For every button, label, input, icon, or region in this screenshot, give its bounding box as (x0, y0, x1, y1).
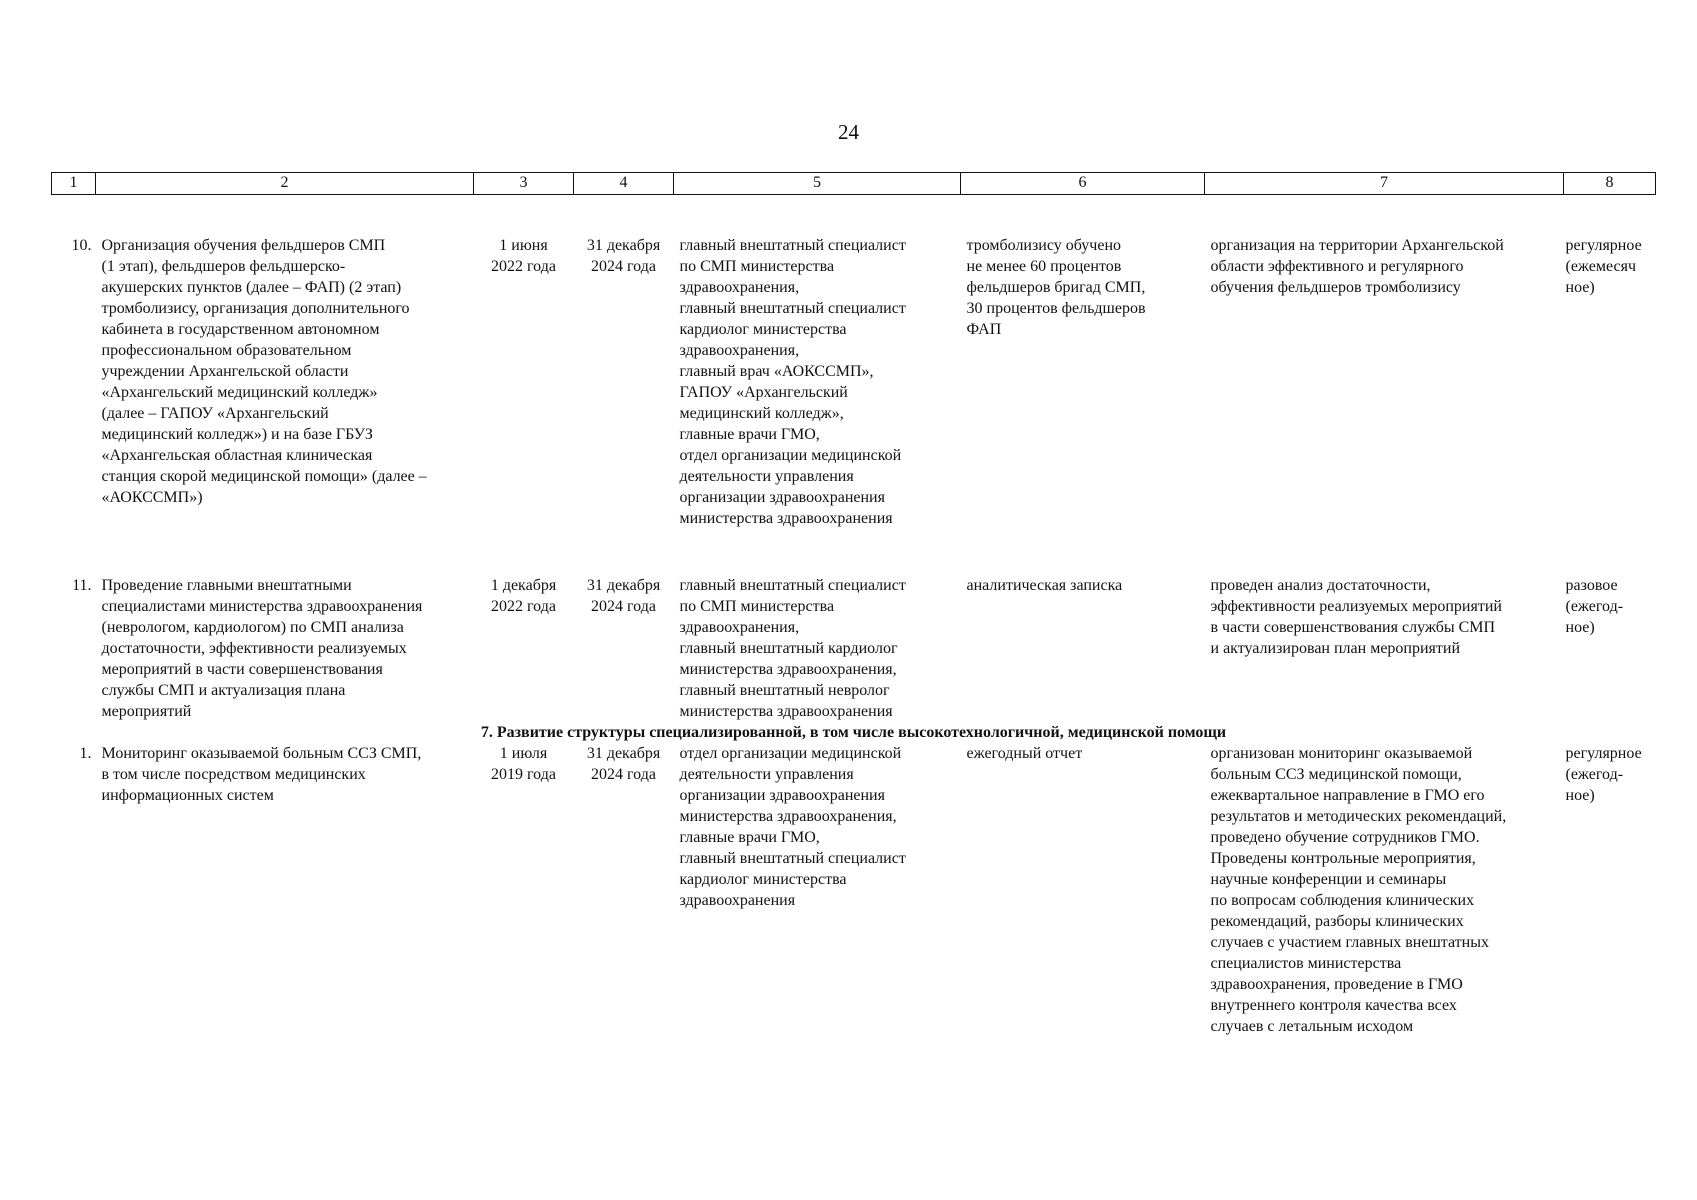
result-text: проведен анализ достаточности, эффективности реализуемых мероприятий в части совершенствования службы СМП и актуализирован план мероприятий (1210, 577, 1502, 657)
column-number: 2 (96, 173, 474, 195)
responsible-text: главный внештатный специалист по СМП министерства здравоохранения, главный внештатный кардиолог министерства здравоохранения, главный внештатный невролог министерства здравоохранения (679, 577, 906, 720)
start-date: 1 декабря 2022 года (490, 577, 557, 615)
result-text: организован мониторинг оказываемой больным ССЗ медицинской помощи, ежеквартальное направление в ГМО его результатов и методических рекомендаций, проведено обучение сотрудников ГМО. Проведены контрольные мероприятия, научные конференции и семинары по вопросам соблюдения клинических рекомендаций, разборы клинических случаев с участием главных внештатных специалистов министерства здравоохранения, проведение в ГМО внутреннего контроля качества всех случаев с летальным исходом (1210, 745, 1507, 1035)
column-number: 7 (1205, 173, 1564, 195)
column-number: 3 (474, 173, 574, 195)
column-number: 5 (674, 173, 961, 195)
column-number: 4 (574, 173, 674, 195)
measure-text: Организация обучения фельдшеров СМП (1 этап), фельдшеров фельдшерско- акушерских пунктов (далее – ФАП) (2 этап) тромболизису, организация дополнительного кабинета в государственном автономном профессиональном образовательном учреждении Архангельской области «Архангельский медицинский колледж» (далее – ГАПОУ «Архангельский медицинский колледж») и на базе ГБУЗ «Архангельская областная клиническая станция скорой медицинской помощи» (далее – «АОКССМП») (101, 237, 427, 506)
section-heading-row (52, 722, 1656, 743)
frequency-text: регулярное (ежемесяч ное) (1565, 237, 1642, 296)
column-number-row (52, 173, 1656, 195)
section-heading: 7. Развитие структуры специализированной, в том числе высокотехнологичной, медицинской помощи (480, 724, 1227, 741)
page-number: 24 (838, 120, 859, 144)
frequency-text: регулярное (ежегод- ное) (1565, 745, 1642, 804)
indicator-text: тромболизису обучено не менее 60 процентов фельдшеров бригад СМП, 30 процентов фельдшеров ФАП (966, 237, 1146, 338)
end-date: 31 декабря 2024 года (586, 577, 661, 615)
start-date: 1 июня 2022 года (491, 237, 556, 275)
indicator-text: ежегодный отчет (966, 745, 1083, 762)
result-text: организация на территории Архангельской области эффективного и регулярного обучения фельдшеров тромболизису (1210, 237, 1504, 296)
row-number: 10. (71, 237, 92, 254)
table-row (52, 235, 1656, 529)
measures-table (51, 172, 1656, 1037)
end-date: 31 декабря 2024 года (586, 745, 661, 783)
column-number: 8 (1564, 173, 1656, 195)
measure-text: Проведение главными внештатными специалистами министерства здравоохранения (неврологом, кардиологом) по СМП анализа достаточности, эффективности реализуемых мероприятий в части совершенствования службы СМП и актуализация плана мероприятий (101, 577, 423, 720)
responsible-text: отдел организации медицинской деятельности управления организации здравоохранения министерства здравоохранения, главные врачи ГМО, главный внештатный специалист кардиолог министерства здравоохранения (679, 745, 906, 909)
frequency-text: разовое (ежегод- ное) (1565, 577, 1624, 636)
column-number: 1 (52, 173, 96, 195)
row-number: 11. (72, 577, 92, 594)
measure-text: Мониторинг оказываемой больным ССЗ СМП, в том числе посредством медицинских информационных систем (101, 745, 422, 804)
table-row (52, 575, 1656, 722)
start-date: 1 июля 2019 года (491, 745, 556, 783)
indicator-text: аналитическая записка (966, 577, 1123, 594)
end-date: 31 декабря 2024 года (586, 237, 661, 275)
table-row (52, 743, 1656, 1037)
column-number: 6 (961, 173, 1205, 195)
responsible-text: главный внештатный специалист по СМП министерства здравоохранения, главный внештатный специалист кардиолог министерства здравоохранения, главный врач «АОКССМП», ГАПОУ «Архангельский медицинский колледж», главные врачи ГМО, отдел организации медицинской деятельности управления организации здравоохранения министерства здравоохранения (679, 237, 906, 527)
row-number: 1. (79, 745, 92, 762)
